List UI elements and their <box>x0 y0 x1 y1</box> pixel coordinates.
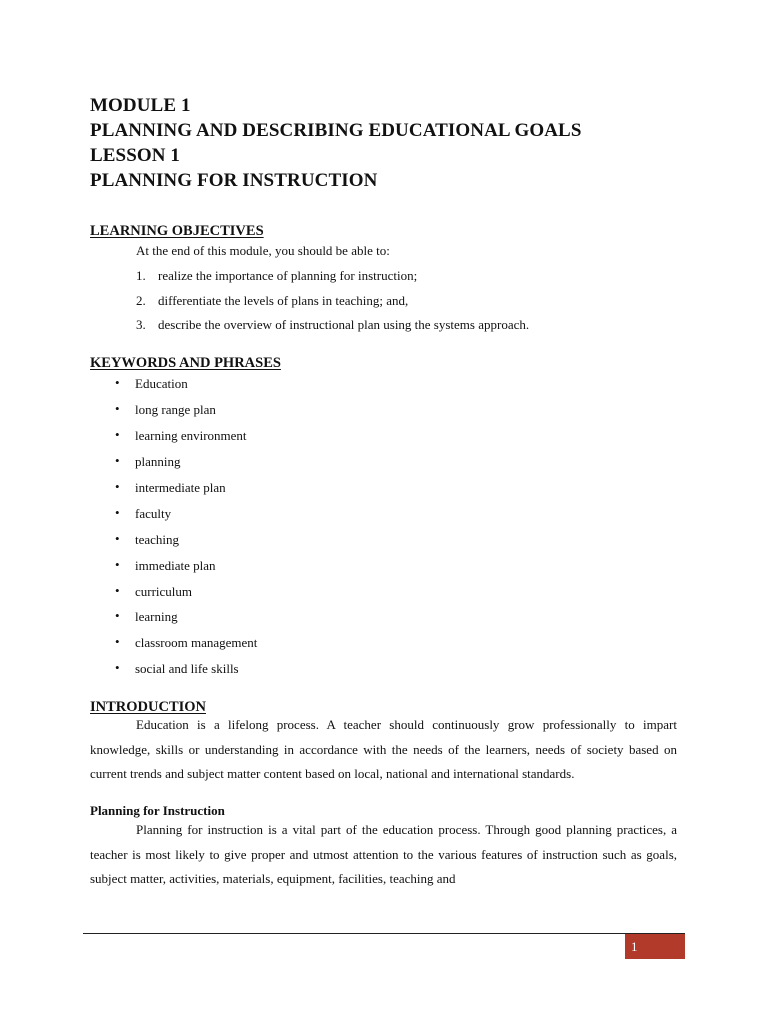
lesson-label: LESSON 1 <box>90 145 181 166</box>
footer-divider <box>83 933 685 934</box>
objectives-intro: At the end of this module, you should be able to: <box>136 243 390 258</box>
learning-objectives-title: LEARNING OBJECTIVES <box>90 223 264 239</box>
keyword: planning <box>135 453 181 469</box>
bullet-icon: • <box>115 660 120 676</box>
bullet-icon: • <box>115 452 120 468</box>
planning-subheading: Planning for Instruction <box>90 803 225 818</box>
keyword: learning environment <box>135 427 247 443</box>
keyword: faculty <box>135 505 172 521</box>
planning-paragraph: Planning for instruction is a vital part of the education process. Through good planning practices, a teacher is most likely to give proper and utmost attention to the various features of instruction such as goals, subject matter, activities, materials, equipment, facilities, teaching and <box>90 822 677 886</box>
keyword: classroom management <box>135 635 258 651</box>
heading-block <box>90 93 582 193</box>
keyword: intermediate plan <box>135 479 226 495</box>
keyword: social and life skills <box>135 661 239 677</box>
objective-text: differentiate the levels of plans in teaching; and, <box>158 292 409 308</box>
page-number: 1 <box>625 934 685 959</box>
bullet-icon: • <box>115 426 120 442</box>
bullet-icon: • <box>115 556 120 572</box>
bullet-icon: • <box>115 375 120 390</box>
keyword: long range plan <box>135 401 216 417</box>
introduction-title: INTRODUCTION <box>90 699 207 715</box>
bullet-icon: • <box>115 400 120 416</box>
keyword: teaching <box>135 531 180 547</box>
bullet-icon: • <box>115 504 120 520</box>
lesson-title: PLANNING FOR INSTRUCTION <box>90 170 378 191</box>
keyword: curriculum <box>135 583 193 599</box>
module-label: MODULE 1 <box>90 95 191 116</box>
bullet-icon: • <box>115 478 120 494</box>
keywords-title: KEYWORDS AND PHRASES <box>90 355 281 371</box>
keyword: learning <box>135 609 178 625</box>
keyword: immediate plan <box>135 557 216 573</box>
objective-text: realize the importance of planning for instruction; <box>158 268 418 283</box>
bullet-icon: • <box>115 530 120 546</box>
objective-number: 1. <box>136 268 146 283</box>
module-title: PLANNING AND DESCRIBING EDUCATIONAL GOALS <box>90 120 582 141</box>
objective-text: describe the overview of instructional plan using the systems approach. <box>158 317 530 333</box>
introduction-paragraph: Education is a lifelong process. A teacher should continuously grow professionally to impart knowledge, skills or understanding in accordance with the needs of the learners, needs of society based on current trends and subject matter content based on local, national and international standards. <box>90 717 677 781</box>
objective-number: 2. <box>136 292 146 308</box>
bullet-icon: • <box>115 582 120 598</box>
keyword: Education <box>135 376 188 391</box>
bullet-icon: • <box>115 634 120 650</box>
objective-number: 3. <box>136 317 146 333</box>
bullet-icon: • <box>115 608 120 624</box>
